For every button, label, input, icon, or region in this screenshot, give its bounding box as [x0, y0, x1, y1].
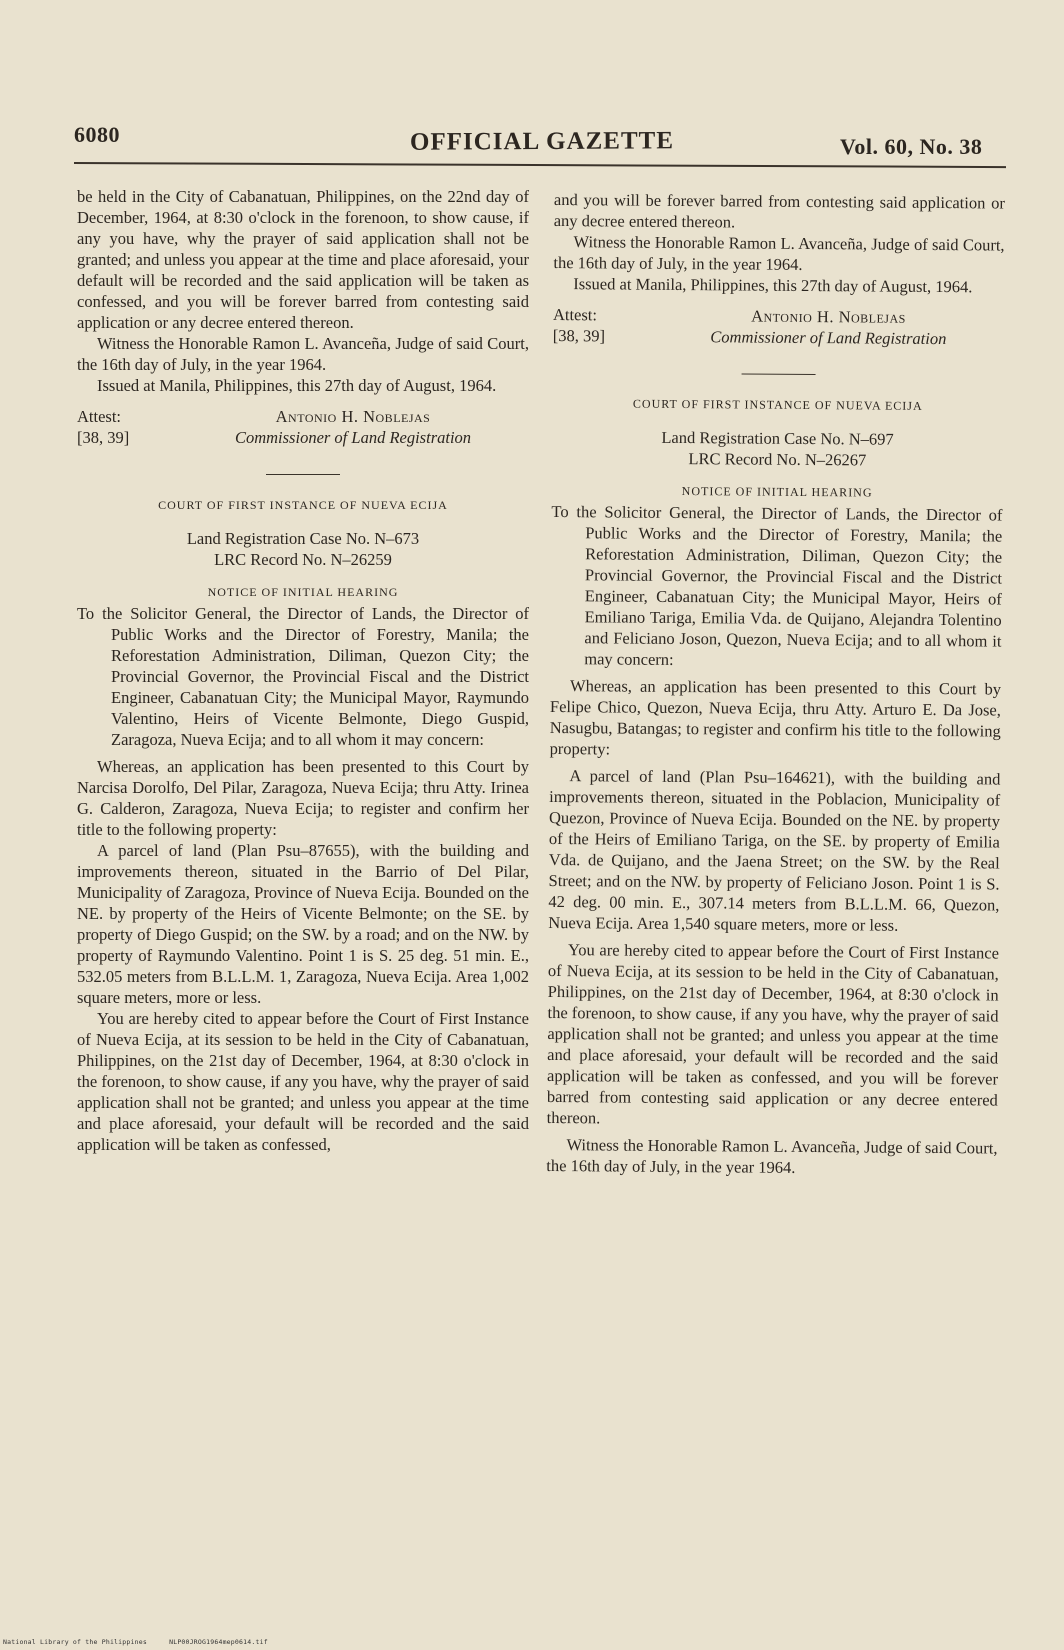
lrc-record-number: LRC Record No. N–26267 [688, 449, 867, 470]
footer-file: NLP00JROG1964mep0614.tif [169, 1638, 268, 1646]
attest-signatory: Antonio H. Noblejas [275, 407, 431, 426]
application-paragraph: Whereas, an application has been presented to this Court by Narcisa Dorolfo, Del Pilar, Zaragoza, Nueva Ecija; thru Atty. Irinea G. Calderon, Zaragoza, Nueva Ecija; to register and confirm her title to the following property: [77, 757, 529, 839]
section-divider [266, 474, 340, 475]
left-attest-block [77, 406, 529, 448]
section-divider [741, 373, 815, 375]
addressees-paragraph: To the Solicitor General, the Director of Lands, the Director of Public Works and the Director of Forestry, Manila; the Reforestation Administration, Diliman, Quezon City; the Provincial Governor, the Provincial Fiscal and the District Engineer, Cabanatuan City; the Municipal Mayor, Heirs of Emiliano Tariga, Emilia Vda. de Quijano, Alejandra Tolentino and Feliciano Joson, Quezon, Nueva Ecija; and to all whom it may concern: [551, 501, 1003, 669]
attest-signatory: Antonio H. Noblejas [751, 306, 906, 327]
notice-heading: NOTICE OF INITIAL HEARING [207, 585, 399, 599]
property-description-paragraph: A parcel of land (Plan Psu–87655), with the building and improvements thereon, situated in the Barrio of Del Pilar, Municipality of Zaragoza, Province of Nueva Ecija. Bounded on the NE. by property of the Heirs of Vicente Belmonte; on the SE. by property of Diego Guspid; on the SW. by a road; and on the NW. by property of Raymundo Valentino. Point 1 is S. 25 deg. 51 min. E., 532.05 meters from B.L.L.M. 1, Zaragoza, Nueva Ecija. Area 1,002 square meters, more or less. [77, 841, 529, 1007]
left-column [77, 186, 529, 1155]
footer-source: National Library of the Philippines [3, 1638, 147, 1646]
right-issued-paragraph: Issued at Manila, Philippines, this 27th day of August, 1964. [573, 274, 973, 297]
right-witness-paragraph: Witness the Honorable Ramon L. Avanceña, Judge of said Court, the 16th day of July, in the year 1964. [553, 232, 1005, 274]
left-witness-paragraph: Witness the Honorable Ramon L. Avanceña, Judge of said Court, the 16th day of July, in the year 1964. [77, 334, 529, 374]
citation-paragraph: You are hereby cited to appear before the Court of First Instance of Nueva Ecija, at its session to be held in the City of Cabanatuan, Philippines, on the 21st day of December, 1964, at 8:30 o'clock in the forenoon, to show cause, if any you have, why the prayer of said application shall not be granted; and unless you appear at the time and place aforesaid, your default will be recorded and the said application will be taken as confessed, and you will be forever barred from contesting said application or any decree entered thereon. [546, 940, 1000, 1128]
court-heading: COURT OF FIRST INSTANCE OF NUEVA ECIJA [632, 396, 923, 413]
scan-footer [3, 1638, 286, 1646]
citation-paragraph: You are hereby cited to appear before the Court of First Instance of Nueva Ecija, at its session to be held in the City of Cabanatuan, Philippines, on the 21st day of December, 1964, at 8:30 o'clock in the forenoon, to show cause, if any you have, why the prayer of said application shall not be granted; and unless you appear at the time and place aforesaid, your default will be recorded and the said application will be taken as confessed, [77, 1009, 529, 1154]
attest-reference: [38, 39] [552, 325, 606, 346]
property-description-paragraph: A parcel of land (Plan Psu–164621), with the building and improvements thereon, situated in the Poblacion, Municipality of Quezon, Province of Nueva Ecija. Bounded on the NE. by property of the Heirs of Emiliano Tariga, on the SE. by property of Emilia Vda. de Quijano, and the Jaena Street; on the SW. by the Real Street; and on the NW. by property of Feliciano Joson. Point 1 is S. 42 deg. 00 min. E., 307.14 meters from B.L.L.M. 66, Quezon, Nueva Ecija. Area 1,540 square meters, more or less. [548, 766, 1001, 935]
right-attest-block [553, 304, 1004, 350]
publication-title: OFFICIAL GAZETTE [409, 127, 675, 156]
case-number: Land Registration Case No. N–673 [186, 529, 420, 548]
volume-number: Vol. 60, No. 38 [840, 134, 983, 159]
lrc-record-number: LRC Record No. N–26259 [214, 550, 392, 569]
notice-heading: NOTICE OF INITIAL HEARING [681, 484, 873, 500]
witness-paragraph: Witness the Honorable Ramon L. Avanceña, Judge of said Court, the 16th day of July, in the year 1964. [546, 1135, 998, 1177]
right-paragraph-continued: and you will be forever barred from contesting said application or any decree entered thereon. [553, 189, 1005, 232]
case-number: Land Registration Case No. N–697 [661, 427, 894, 449]
case-heading [552, 426, 1003, 472]
case-heading [77, 528, 529, 570]
left-paragraph-continued: be held in the City of Cabanatuan, Philippines, on the 22nd day of December, 1964, at 8:30 o'clock in the forenoon, to show cause, if any you have, why the prayer of said application shall not be granted; and unless you appear at the time and place aforesaid, your default will be recorded and the said application will be taken as confessed, and you will be forever barred from contesting said application or any decree entered thereon. [77, 187, 529, 332]
court-heading: COURT OF FIRST INSTANCE OF NUEVA ECIJA [158, 498, 448, 512]
page-number: 6080 [74, 122, 120, 147]
header-rule [74, 162, 1006, 168]
right-column [546, 189, 1005, 1180]
attest-label: Attest: [552, 304, 598, 325]
application-paragraph: Whereas, an application has been presented to this Court by Felipe Chico, Quezon, Nueva Ecija, thru Atty. Arturo E. Da Jose, Nasugbu, Batangas; to register and confirm his title to the following property: [549, 676, 1002, 759]
addressees-paragraph: To the Solicitor General, the Director of Lands, the Director of Public Works and the Director of Forestry, Manila; the Reforestation Administration, Diliman, Quezon City; the Provincial Governor, the Provincial Fiscal and the District Engineer, Cabanatuan City; the Municipal Mayor, Raymundo Valentino, Heirs of Vicente Belmonte, Diego Guspid, Zaragoza, Nueva Ecija; and to all whom it may concern: [77, 604, 529, 749]
attest-label: Attest: [77, 407, 121, 426]
attest-signatory-title: Commissioner of Land Registration [234, 428, 472, 447]
attest-signatory-title: Commissioner of Land Registration [710, 327, 947, 349]
left-issued-paragraph: Issued at Manila, Philippines, this 27th day of August, 1964. [97, 376, 497, 395]
attest-reference: [38, 39] [77, 428, 130, 447]
